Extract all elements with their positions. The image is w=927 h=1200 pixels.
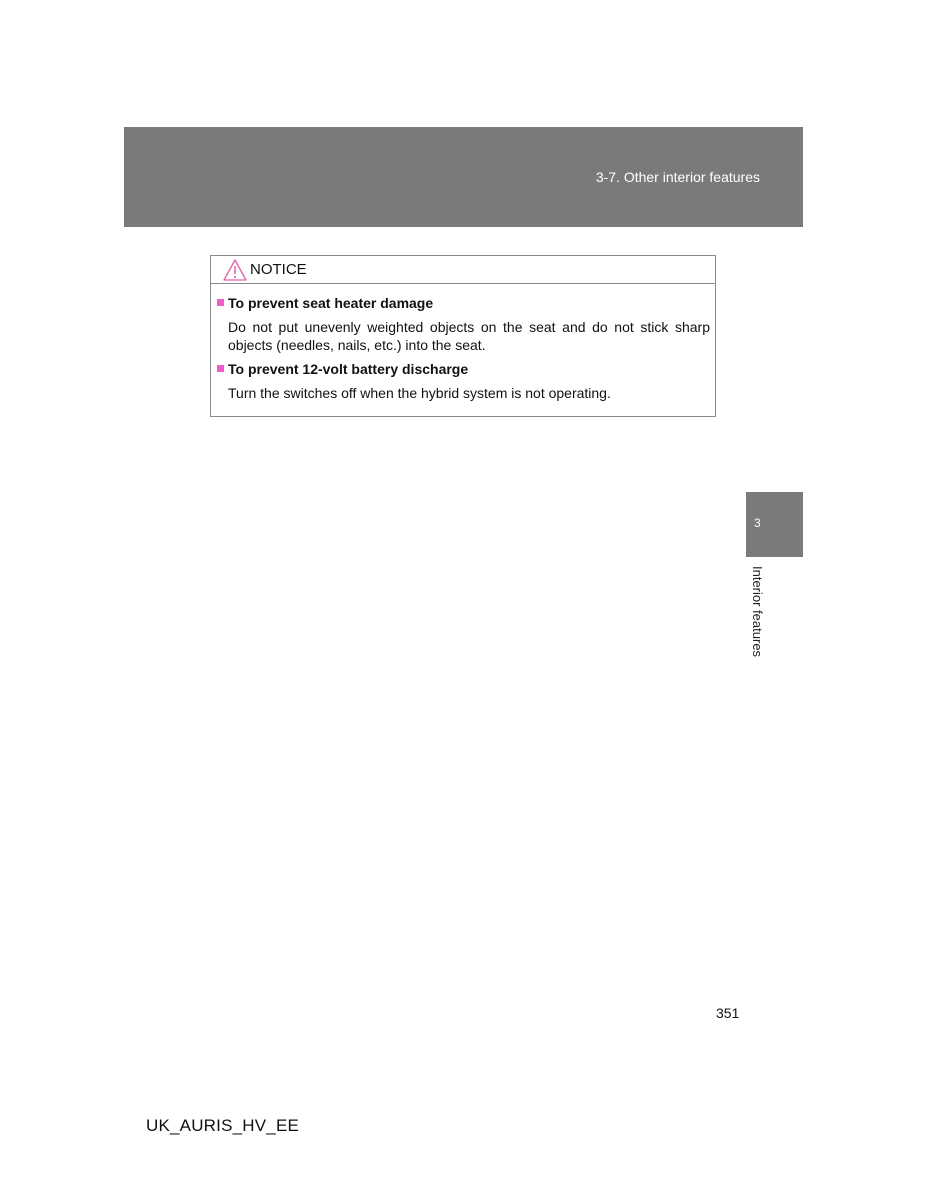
bullet-square-icon bbox=[217, 299, 224, 306]
bullet-square-icon bbox=[217, 365, 224, 372]
notice-body bbox=[211, 284, 715, 402]
notice-box bbox=[210, 255, 716, 417]
warning-triangle-icon bbox=[223, 259, 247, 281]
notice-item-heading bbox=[216, 294, 710, 312]
document-code: UK_AURIS_HV_EE bbox=[146, 1116, 300, 1135]
notice-item-heading-text: To prevent 12-volt battery discharge bbox=[228, 361, 469, 377]
notice-title: NOTICE bbox=[250, 261, 307, 278]
notice-header bbox=[211, 256, 715, 284]
chapter-label: Interior features bbox=[750, 566, 765, 658]
section-title: 3-7. Other interior features bbox=[595, 169, 760, 185]
page-number: 351 bbox=[716, 1005, 740, 1021]
notice-item-text: Turn the switches off when the hybrid system is not operating. bbox=[228, 385, 611, 401]
chapter-number: 3 bbox=[754, 516, 761, 530]
header-bar bbox=[124, 127, 803, 227]
notice-item-heading bbox=[216, 360, 710, 378]
notice-item-text: Do not put unevenly weighted objects on the seat and do not stick sharp objects (needles, nails, etc.) into the seat. bbox=[228, 319, 710, 353]
chapter-tab bbox=[746, 492, 803, 557]
notice-item-heading-text: To prevent seat heater damage bbox=[228, 295, 434, 311]
